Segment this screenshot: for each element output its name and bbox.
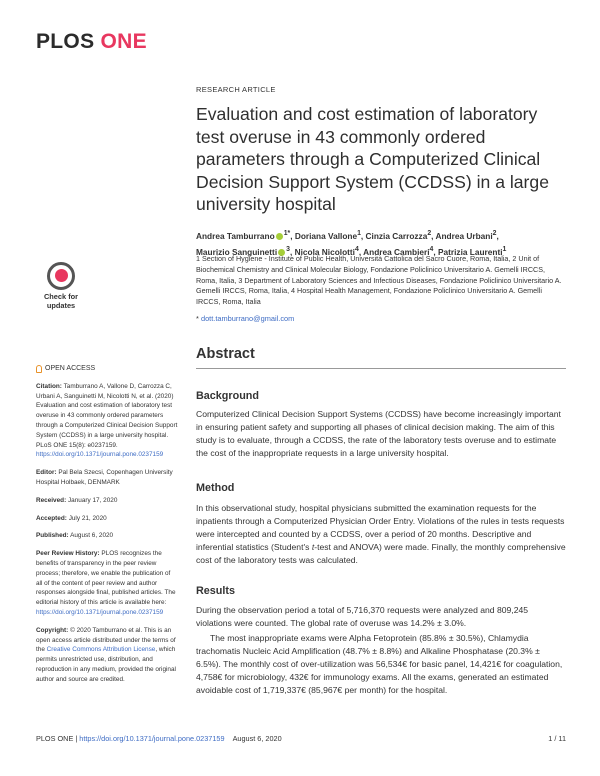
- accepted-block: [36, 514, 178, 524]
- editor-text: Pal Bela Szecsi, Copenhagen University Hospital Holbaek, DENMARK: [36, 469, 173, 486]
- accepted-label: Accepted:: [36, 514, 67, 522]
- editor-label: Editor:: [36, 469, 57, 477]
- footer-date: August 6, 2020: [232, 734, 282, 743]
- corresponding-email: [196, 314, 294, 323]
- logo-one: ONE: [100, 30, 147, 53]
- author-separator: ,: [496, 230, 499, 241]
- author-name: , Doriana Vallone: [290, 230, 358, 241]
- received-block: [36, 496, 178, 506]
- open-access-badge: [36, 364, 178, 374]
- check-for-updates-badge[interactable]: [38, 262, 84, 316]
- editor-block: [36, 468, 178, 488]
- author-name: , Andrea Urbani: [431, 230, 493, 241]
- method-paragraph: [196, 502, 566, 567]
- peer-review-link[interactable]: https://doi.org/10.1371/journal.pone.0237159: [36, 608, 164, 616]
- check-updates-icon: [47, 262, 75, 290]
- author-affil-sup: 1*: [283, 230, 291, 237]
- published-block: [36, 531, 178, 541]
- accepted-date: July 21, 2020: [68, 514, 107, 522]
- copyright-text-end: , which permits unrestricted use, distribution, and reproduction in any medium, provided the original author and source are credited.: [36, 646, 176, 683]
- author-affil-sup: 2: [492, 230, 497, 237]
- author-affil-sup: 1: [357, 230, 361, 237]
- abstract-divider: [196, 368, 566, 369]
- peer-review-block: [36, 549, 178, 618]
- footer-separator: |: [75, 734, 78, 743]
- author-affil-sup: 4: [429, 245, 434, 253]
- citation-label: Citation:: [36, 382, 62, 390]
- open-lock-icon: [36, 365, 42, 373]
- footer-left: [36, 734, 282, 743]
- method-text: In this observational study, hospital physicians submitted the examination requests for the inpatients through a Computerized Physician Order Entry. Violations of the rules in tests requests were intercepted and counted by a CCDSS, over a period of 20 months. Descriptive and inferential statistics (Student's: [196, 503, 565, 553]
- copyright-block: [36, 626, 178, 685]
- results-heading: Results: [196, 585, 236, 597]
- author-name: Andrea Tamburrano: [196, 230, 275, 241]
- check-updates-text: [38, 293, 84, 310]
- peer-review-label: Peer Review History:: [36, 550, 100, 558]
- method-t-italic: t: [311, 542, 315, 553]
- orcid-icon[interactable]: [276, 233, 283, 240]
- copyright-text: © 2020 Tamburrano et al. This is an open access article distributed under the terms of the: [36, 626, 176, 654]
- page-footer: [36, 734, 566, 743]
- article-type: RESEARCH ARTICLE: [196, 85, 276, 94]
- copyright-label: Copyright:: [36, 626, 69, 634]
- author-affil-sup: 1: [502, 245, 507, 253]
- published-label: Published:: [36, 532, 69, 540]
- method-heading: Method: [196, 482, 235, 494]
- method-text-end: -test and ANOVA) were made. Finally, the monthly comprehensive cost of the laboratory tests was calculated.: [196, 542, 566, 566]
- citation-block: [36, 382, 178, 460]
- page-number: 1 / 11: [548, 734, 566, 743]
- author-name: , Patrizia Laurenti: [433, 246, 503, 257]
- affiliations: 1 Section of Hygiene - Institute of Public Health, Università Cattolica del Sacro Cuore, Roma, Italia, 2 Unit of Biochemical Chemistry and Clinical Molecular Biology, Fondazione Policlinico Universitario A. Gemelli IRCCS, Roma, Italia, 3 Department of Laboratory Sciences and Infectious Diseases, Fondazione Policlinico Universitario A. Gemelli IRCCS, Roma, Italia, 4 Hospital Health Management, Fondazione Policlinico Universitario A. Gemelli IRCCS, Roma, Italia: [196, 254, 562, 307]
- email-star: *: [196, 314, 199, 323]
- citation-text: Tamburrano A, Vallone D, Carrozza C, Urbani A, Sanguinetti M, Nicolotti N, et al. (2020) Evaluation and cost estimation of laboratory test overuse in 43 commonly ordered parameters through a Computerized Clinical Decision Support System (CCDSS) in a large university hospital. PLoS ONE 15(8): e0237159.: [36, 382, 178, 449]
- received-date: January 17, 2020: [67, 496, 118, 504]
- published-date: August 6, 2020: [70, 532, 114, 540]
- email-link[interactable]: dott.tamburrano@gmail.com: [200, 314, 295, 323]
- background-heading: Background: [196, 390, 259, 402]
- footer-journal: PLOS ONE: [36, 734, 74, 743]
- background-paragraph: Computerized Clinical Decision Support Systems (CCDSS) have become increasingly important in ensuring patient safety and supporting all phases of clinical decision making. The aim of this study is to evaluate, through a CCDSS, the rate of the laboratory tests overuse and to estimate the cost of the inappropriate requests in a large university hospital.: [196, 409, 561, 459]
- peer-review-text: PLOS recognizes the benefits of transparency in the peer review process; therefore, we enable the publication of all of the content of peer review and author responses alongside final, published articles. The editorial history of this article is available here:: [36, 550, 176, 607]
- results-paragraph-2: The most inappropriate exams were Alpha Fetoprotein (85.8% ± 30.5%), Chlamydia trachomatis Nucleic Acid Amplification (48.7% ± 8.8%) and Alkaline Phosphatase (20.3% ± 6.5%). The monthly cost of over-utilization was 56,534€ for basic panel, 14,421€ for coagulation, 4,758€ for microbiology, 432€ for immunology exams. All the exams, generated an estimated avoidable cost of 1,719,337€ (85,967€ per month) for the hospital.: [196, 633, 563, 696]
- footer-doi-link[interactable]: https://doi.org/10.1371/journal.pone.0237159: [79, 734, 225, 743]
- author-affil-sup: 2: [427, 230, 432, 237]
- abstract-heading: Abstract: [196, 346, 255, 362]
- author-name: , Andrea Cambieri: [358, 246, 430, 257]
- check-updates-line2: updates: [46, 300, 76, 310]
- open-access-label: OPEN ACCESS: [45, 365, 96, 372]
- author-affil-sup: 3: [286, 245, 290, 253]
- article-title: Evaluation and cost estimation of laboratory test overuse in 43 commonly ordered parameters through a Computerized Clinical Decision Support System (CCDSS) in a large university hospital: [196, 104, 549, 215]
- received-label: Received:: [36, 496, 67, 504]
- article-info-sidebar: [36, 364, 178, 693]
- author-name: Maurizio Sanguinetti: [196, 246, 278, 257]
- author-affil-sup: 4: [354, 245, 359, 253]
- check-updates-line1: Check for: [43, 292, 79, 301]
- author-name: , Nicola Nicolotti: [289, 246, 355, 257]
- citation-doi-link[interactable]: https://doi.org/10.1371/journal.pone.0237159: [36, 451, 164, 459]
- results-paragraph-1: During the observation period a total of 5,716,370 requests were analyzed and 809,245 violations were counted. The global rate of overuse was 14.2% ± 3.0%.: [196, 605, 529, 629]
- license-link[interactable]: Creative Commons Attribution License: [46, 646, 156, 654]
- journal-logo: [36, 30, 147, 54]
- author-name: , Cinzia Carrozza: [360, 230, 428, 241]
- logo-plos: PLOS: [36, 30, 95, 53]
